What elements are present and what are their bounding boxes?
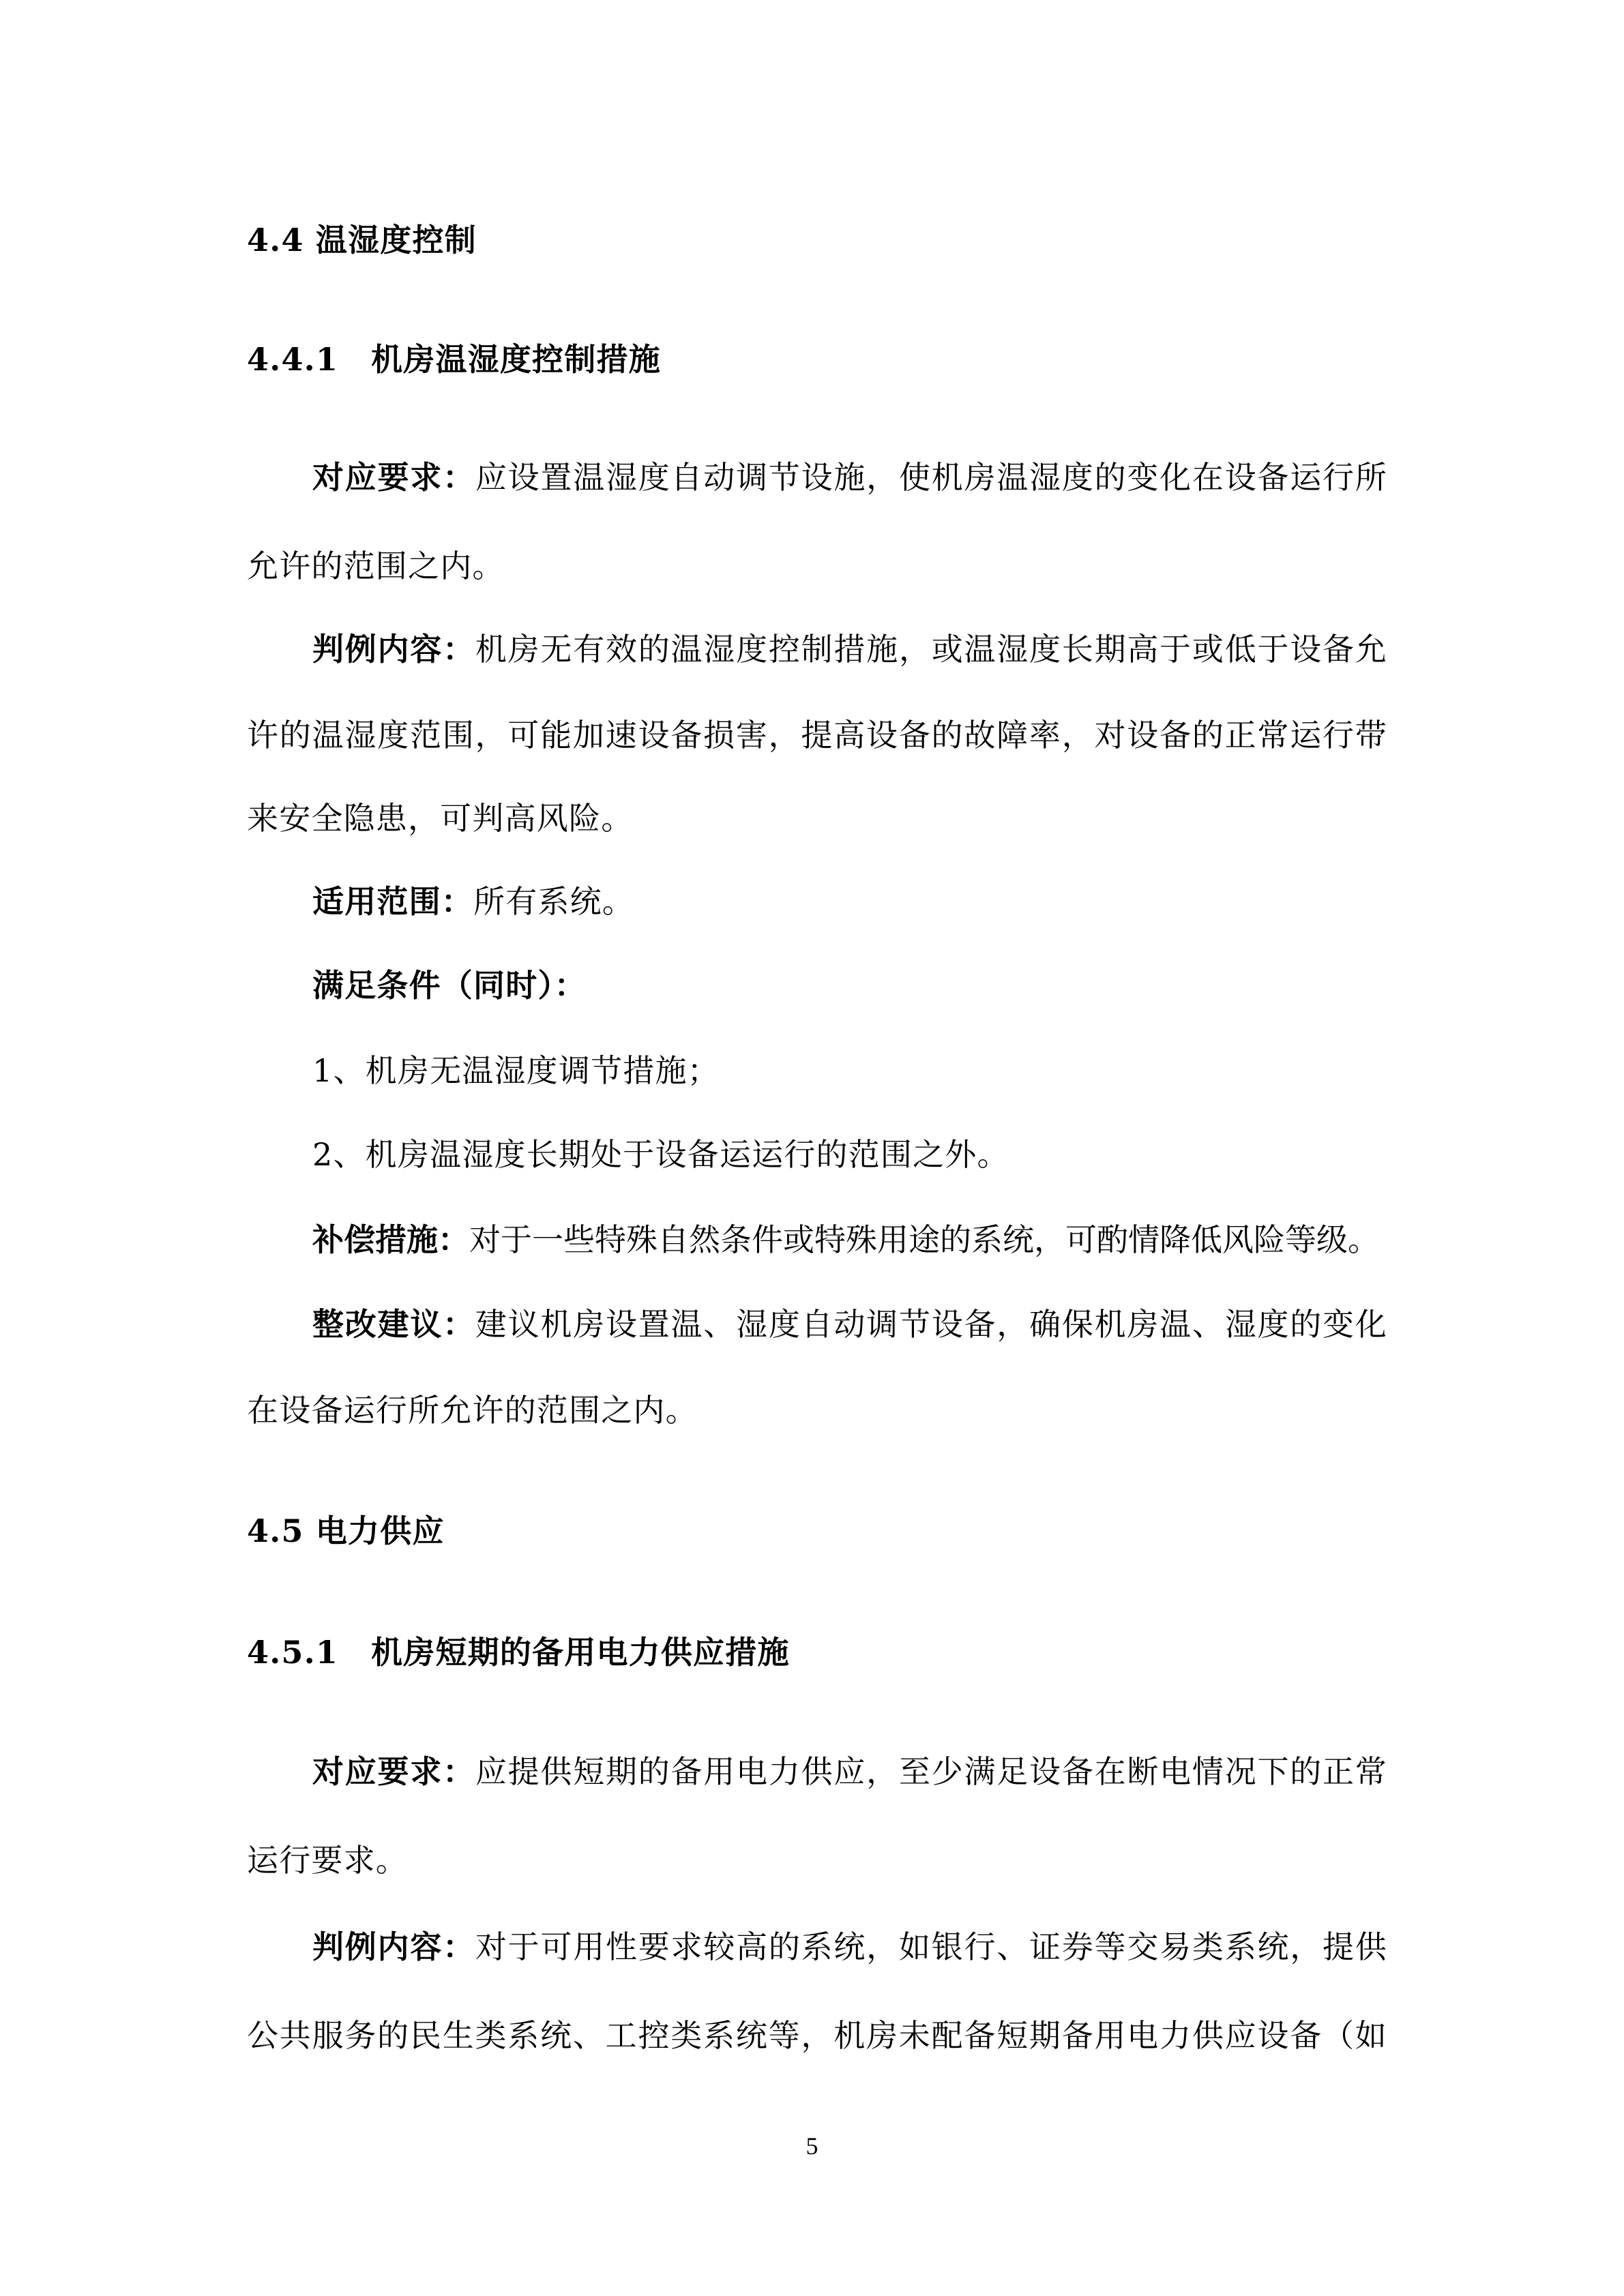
compensation-paragraph — [312, 1219, 1387, 1260]
rectification-label: 整改建议： — [312, 1306, 475, 1343]
condition-item-2: 2、机房温湿度长期处于设备运运行的范围之外。 — [312, 1136, 1009, 1173]
judgement-text-line-3: 来安全隐患，可判高风险。 — [247, 800, 634, 837]
requirement-label: 对应要求： — [312, 1753, 475, 1790]
requirement-text-line-1: 应设置温湿度自动调节设施，使机房温湿度的变化在设备运行所 — [475, 459, 1387, 496]
judgement-paragraph — [312, 629, 1387, 670]
section-heading-4-5: 4.5 电力供应 — [247, 1512, 445, 1549]
scope-text: 所有系统。 — [473, 883, 634, 920]
judgement-text-line-1: 机房无有效的温湿度控制措施，或温湿度长期高于或低于设备允 — [475, 631, 1387, 668]
compensation-text: 对于一些特殊自然条件或特殊用途的系统，可酌情降低风险等级。 — [469, 1221, 1379, 1258]
subsection-number: 4.4.1 — [247, 341, 339, 378]
requirement-text-line-2: 运行要求。 — [247, 1842, 408, 1879]
subsection-heading-4-5-1 — [247, 1632, 1387, 1673]
judgement-paragraph — [312, 1926, 1387, 1967]
requirement-text-line-2: 允许的范围之内。 — [247, 548, 505, 584]
subsection-title: 机房温湿度控制措施 — [371, 341, 661, 378]
judgement-label: 判例内容： — [312, 631, 475, 668]
rectification-text-line-2: 在设备运行所允许的范围之内。 — [247, 1392, 698, 1429]
condition-item-1: 1、机房无温湿度调节措施； — [312, 1052, 720, 1089]
judgement-text-line-2: 许的温湿度范围，可能加速设备损害，提高设备的故障率，对设备的正常运行带 — [247, 717, 1387, 754]
judgement-text-line-2: 公共服务的民生类系统、工控类系统等，机房未配备短期备用电力供应设备（如 — [247, 2017, 1387, 2054]
subsection-heading-4-4-1 — [247, 339, 1387, 380]
rectification-paragraph — [312, 1304, 1387, 1345]
requirement-paragraph — [312, 457, 1387, 498]
page-number: 5 — [806, 2132, 818, 2160]
subsection-number: 4.5.1 — [247, 1634, 339, 1671]
compensation-label: 补偿措施： — [312, 1221, 469, 1258]
scope-label: 适用范围： — [312, 883, 473, 920]
requirement-label: 对应要求： — [312, 459, 475, 496]
requirement-text-line-1: 应提供短期的备用电力供应，至少满足设备在断电情况下的正常 — [475, 1753, 1387, 1790]
rectification-text-line-1: 建议机房设置温、湿度自动调节设备，确保机房温、湿度的变化 — [475, 1306, 1387, 1343]
scope-paragraph — [312, 881, 1387, 922]
judgement-label: 判例内容： — [312, 1928, 475, 1965]
judgement-text-line-1: 对于可用性要求较高的系统，如银行、证券等交易类系统，提供 — [475, 1928, 1387, 1965]
section-heading-4-4: 4.4 温湿度控制 — [247, 222, 477, 258]
subsection-title: 机房短期的备用电力供应措施 — [371, 1634, 790, 1671]
conditions-label: 满足条件（同时）： — [312, 967, 587, 1004]
requirement-paragraph — [312, 1751, 1387, 1792]
